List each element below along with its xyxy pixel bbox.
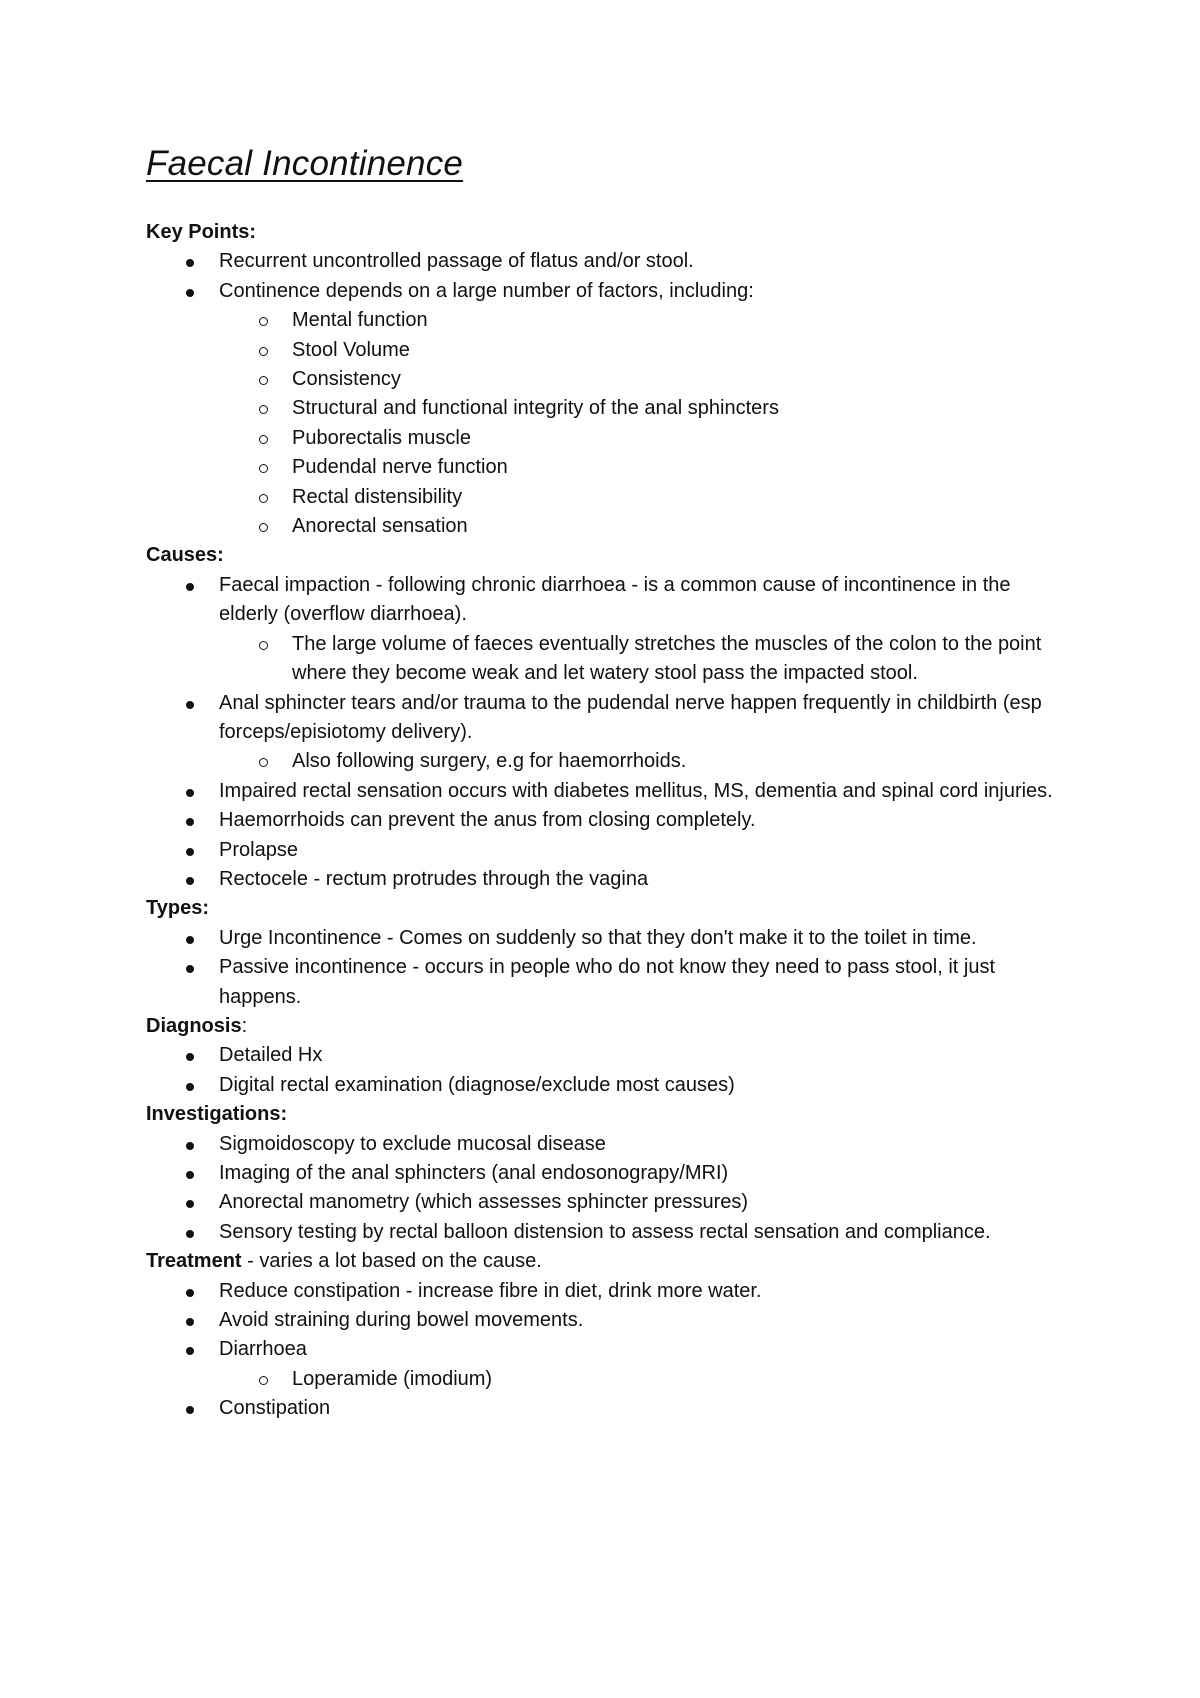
bullet-list: [146, 1130, 1066, 1248]
list-item: [146, 1188, 1066, 1217]
section-investigations: [146, 1100, 1066, 1247]
list-item-text: Recurrent uncontrolled passage of flatus and/or stool.: [219, 250, 694, 273]
sub-list-item: Pudendal nerve function: [219, 453, 1066, 482]
list-item-text: Constipation: [219, 1397, 331, 1420]
section-heading: [146, 894, 1066, 923]
list-item: [146, 836, 1066, 865]
list-item: [146, 1130, 1066, 1159]
list-item: [146, 1159, 1066, 1188]
section-heading-note: - varies a lot based on the cause.: [241, 1250, 542, 1273]
section-heading-label: Investigations:: [146, 1103, 288, 1126]
document-body: [146, 218, 1066, 1424]
list-item-text: Reduce constipation - increase fibre in diet, drink more water.: [219, 1279, 762, 1302]
section-heading-label: Types:: [146, 897, 209, 920]
section-heading: [146, 541, 1066, 570]
list-item-text: Prolapse: [219, 838, 298, 861]
sub-list-item: Mental function: [219, 306, 1066, 335]
bullet-list: [146, 924, 1066, 1012]
bullet-list: [146, 1277, 1066, 1424]
list-item: [146, 1071, 1066, 1100]
list-item: [146, 1335, 1066, 1394]
section-heading: [146, 1247, 1066, 1276]
section-key-points: [146, 218, 1066, 541]
list-item: [146, 924, 1066, 953]
section-heading-note: :: [241, 1014, 248, 1037]
section-heading: [146, 218, 1066, 247]
sub-list-item: Stool Volume: [219, 336, 1066, 365]
page-title: Faecal Incontinence: [146, 144, 464, 183]
section-heading-label: Causes:: [146, 544, 224, 567]
section-types: [146, 894, 1066, 1012]
sub-bullet-list: [146, 1365, 1066, 1394]
list-item-text: Sensory testing by rectal balloon distension to assess rectal sensation and compliance.: [219, 1220, 991, 1243]
document-page: [146, 140, 1066, 1424]
section-heading: [146, 1100, 1066, 1129]
bullet-list: [146, 247, 1066, 541]
list-item-text: Digital rectal examination (diagnose/exclude most causes): [219, 1073, 735, 1096]
list-item-text: Sigmoidoscopy to exclude mucosal disease: [219, 1132, 606, 1155]
list-item: [146, 277, 1066, 542]
sub-list-item: The large volume of faeces eventually stretches the muscles of the colon to the point where they become weak and let watery stool pass the impacted stool.: [219, 630, 1066, 689]
list-item: [146, 806, 1066, 835]
list-item-text: Urge Incontinence - Comes on suddenly so that they don't make it to the toilet in time.: [219, 926, 977, 949]
list-item-text: Impaired rectal sensation occurs with diabetes mellitus, MS, dementia and spinal cord injuries.: [219, 779, 1053, 802]
list-item: [146, 571, 1066, 689]
list-item-text: Haemorrhoids can prevent the anus from closing completely.: [219, 809, 756, 832]
list-item: [146, 1277, 1066, 1306]
bullet-list: [146, 571, 1066, 894]
list-item-text: Imaging of the anal sphincters (anal endosonograpy/MRI): [219, 1162, 729, 1184]
list-item: [146, 1041, 1066, 1070]
list-item-text: Avoid straining during bowel movements.: [219, 1309, 584, 1332]
list-item: [146, 865, 1066, 894]
section-causes: [146, 541, 1066, 894]
section-heading-label: Key Points:: [146, 221, 257, 243]
sub-list-item: Also following surgery, e.g for haemorrhoids.: [219, 747, 1066, 776]
sub-list-item: Consistency: [219, 365, 1066, 394]
list-item-text: Anal sphincter tears and/or trauma to the pudendal nerve happen frequently in childbirth (esp forceps/episiotomy delivery).: [219, 691, 1042, 743]
sub-list-item: Rectal distensibility: [219, 483, 1066, 512]
list-item: [146, 1394, 1066, 1423]
list-item: [146, 689, 1066, 777]
sub-list-item: Structural and functional integrity of the anal sphincters: [219, 394, 1066, 423]
list-item: [146, 247, 1066, 276]
sub-list-item: Anorectal sensation: [219, 512, 1066, 541]
sub-bullet-list: [146, 306, 1066, 541]
list-item-text: Detailed Hx: [219, 1044, 323, 1067]
list-item: [146, 777, 1066, 806]
sub-list-item: Loperamide (imodium): [219, 1365, 1066, 1394]
list-item-text: Rectocele - rectum protrudes through the vagina: [219, 867, 649, 890]
list-item-text: Faecal impaction - following chronic diarrhoea - is a common cause of incontinence in the elderly (overflow diarrhoea).: [219, 573, 1011, 626]
section-heading-label: Treatment: [146, 1250, 242, 1273]
list-item: [146, 953, 1066, 1012]
list-item-text: Diarrhoea: [219, 1338, 307, 1361]
list-item: [146, 1306, 1066, 1335]
sub-bullet-list: [146, 747, 1066, 776]
sub-bullet-list: [146, 630, 1066, 689]
list-item: [146, 1218, 1066, 1247]
list-item-text: Anorectal manometry (which assesses sphincter pressures): [219, 1191, 749, 1214]
section-heading-label: Diagnosis: [146, 1014, 242, 1037]
section-treatment: [146, 1247, 1066, 1423]
sub-list-item: Puborectalis muscle: [219, 424, 1066, 453]
list-item-text: Continence depends on a large number of factors, including:: [219, 279, 754, 302]
bullet-list: [146, 1041, 1066, 1100]
section-diagnosis: [146, 1012, 1066, 1100]
section-heading: [146, 1012, 1066, 1041]
list-item-text: Passive incontinence - occurs in people who do not know they need to pass stool, it just happens.: [219, 956, 996, 1008]
